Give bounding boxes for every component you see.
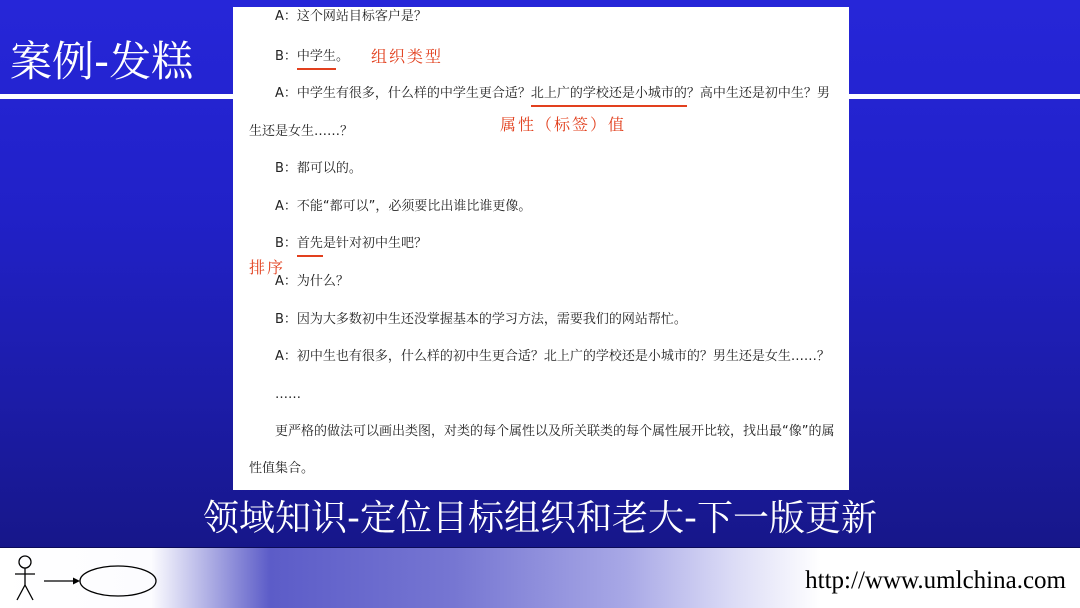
slide-title: 案例-发糕 xyxy=(10,37,194,86)
underlined-phrase: 中学生 xyxy=(297,49,336,70)
dialogue-line xyxy=(275,199,531,215)
line-text: A：中学生有很多，什么样的中学生更合适？ xyxy=(275,86,531,101)
slide-subtitle: 领域知识-定位目标组织和老大-下一版更新 xyxy=(203,498,877,539)
line-text: A：不能“都可以”，必须要比出谁比谁更像。 xyxy=(275,199,532,214)
dialogue-line xyxy=(275,49,349,65)
footer-bar xyxy=(0,547,1080,608)
footer-url: http://www.umlchina.com xyxy=(805,567,1066,594)
line-text: B：都可以的。 xyxy=(275,161,362,176)
dialogue-line xyxy=(275,274,349,290)
line-text: A：这个网站目标客户是？ xyxy=(275,9,427,24)
line-text: …… xyxy=(275,387,301,402)
dialogue-line xyxy=(275,312,687,328)
line-text: B： xyxy=(275,236,297,251)
dialogue-line xyxy=(275,161,362,177)
dialogue-line xyxy=(275,349,830,365)
use-case-icon xyxy=(80,566,156,596)
paragraph-line xyxy=(249,461,314,477)
dialogue-line xyxy=(249,124,353,140)
actor-icon xyxy=(15,556,35,600)
line-text: B： xyxy=(275,49,297,64)
line-text: A：为什么？ xyxy=(275,274,349,289)
line-text: A：初中生也有很多，什么样的初中生更合适？北上广的学校还是小城市的？男生还是女生……？ xyxy=(275,349,830,364)
line-text: 生还是女生……？ xyxy=(249,124,354,139)
annotation-sort: 排序 xyxy=(249,258,286,277)
line-text: 性值集合。 xyxy=(249,461,315,476)
annotation-attribute-value: 属性（标签）值 xyxy=(500,115,627,134)
dialogue-line xyxy=(275,86,830,102)
line-text: 更严格的做法可以画出类图，对类的每个属性以及所关联类的每个属性展开比较，找出最“像”的属 xyxy=(275,424,835,439)
dialogue-line xyxy=(275,236,427,252)
dialogue-line xyxy=(275,387,301,403)
annotation-organization-type: 组织类型 xyxy=(371,47,444,66)
dialogue-line xyxy=(275,9,427,25)
underlined-phrase: 北上广的学校还是小城市的 xyxy=(531,86,687,107)
line-text: 。 xyxy=(335,49,349,64)
arrow-icon xyxy=(44,578,80,585)
line-text: B：因为大多数初中生还没掌握基本的学习方法，需要我们的网站帮忙。 xyxy=(275,312,687,327)
line-text: ？高中生还是初中生？男 xyxy=(686,86,830,101)
umlchina-logo xyxy=(0,548,170,608)
document-excerpt xyxy=(233,7,849,490)
line-text: 是针对初中生吧？ xyxy=(322,236,427,251)
paragraph-line xyxy=(275,424,834,440)
underlined-phrase: 首先 xyxy=(297,236,323,257)
